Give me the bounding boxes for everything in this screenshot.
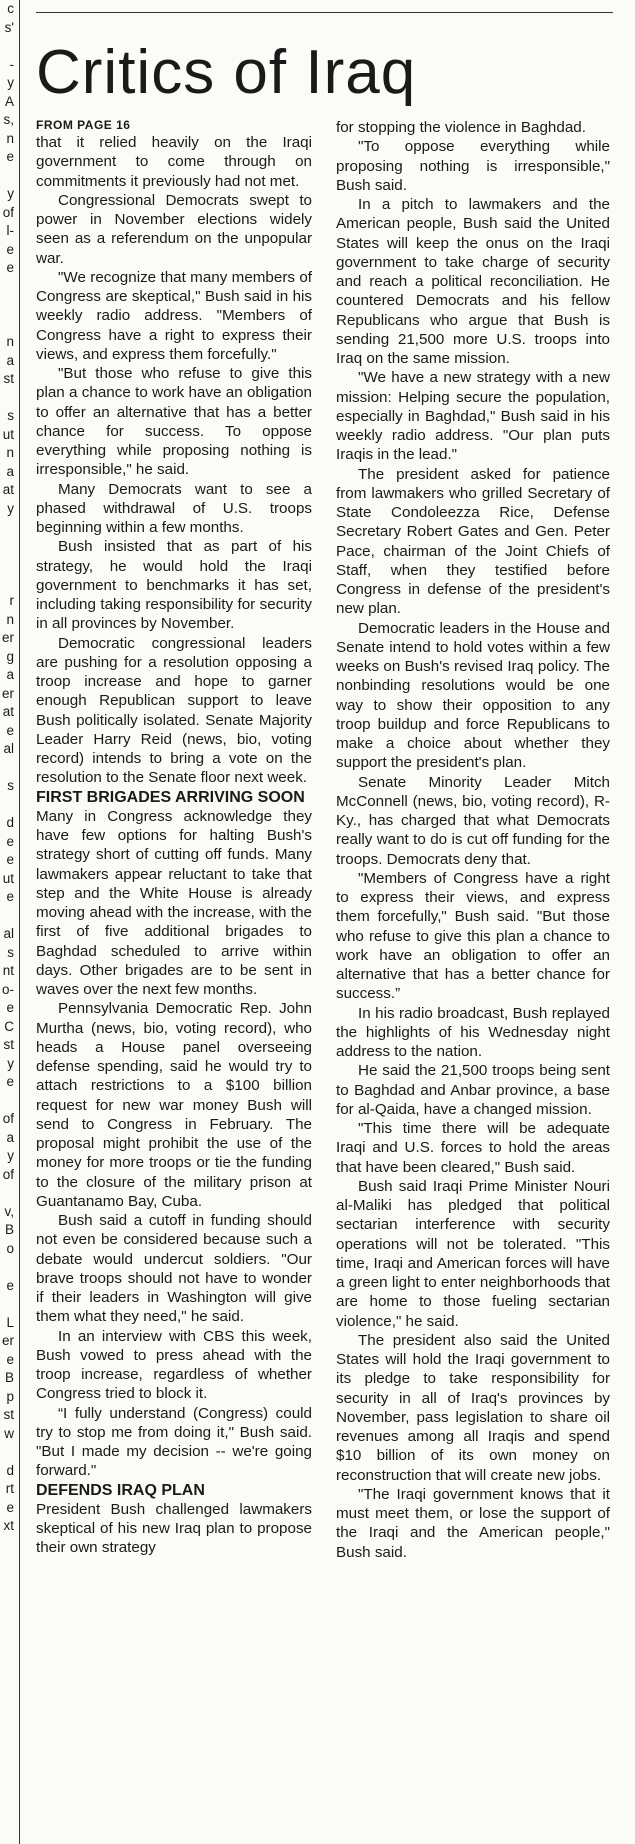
fragment-line [0,1092,14,1111]
fragment-line: l- [6,223,14,238]
paragraph: He said the 21,500 troops being sent to Baghdad and Anbar province, a base for al-Qaida, have a changed mission. [336,1062,610,1118]
fragment-line [0,1258,14,1277]
paragraph: Pennsylvania Democratic Rep. John Murtha (news, bio, voting record), who heads a House panel overseeing defense spending, said he would try to attach restrictions to a $100 billion request for new war money Bush will send to Congress in February. The proposal might prohibit the use of the money for more troops or tie the funding to the closure of the military prison at Guantanamo Bay, Cuba. [36,1000,312,1210]
fragment-line: w [4,1425,14,1441]
fragment-line: s' [4,19,14,35]
fragment-line: y [7,1055,14,1071]
paragraph: President Bush challenged lawmakers skeptical of his new Iraq plan to propose their own strategy [36,1500,312,1557]
paragraph: The president also said the United States will hold the Iraqi government to its pledge to take responsibility for security in all of Iraq's provinces by November, pass legislation to share oil revenues among all Iraqis and spend $10 billion of its own money on reconstruction that will create new jobs. [336,1331,610,1484]
fragment-line: y [7,500,14,516]
fragment-line: e [6,1351,14,1367]
fragment-line: n [6,611,14,627]
fragment-line: st [3,371,14,386]
fragment-line [0,1295,14,1314]
fragment-line [0,167,14,186]
fragment-line [0,759,14,778]
fragment-line [0,315,14,334]
fragment-line: d [6,1462,14,1478]
fragment-line: a [6,463,14,479]
fragment-line: s [7,944,14,960]
fragment-line [0,1184,14,1203]
fragment-line [0,518,14,537]
fragment-line [0,389,14,408]
fragment-line: C [4,1018,14,1034]
fragment-line: - [9,56,14,72]
fragment-line: e [6,1499,14,1515]
fragment-line: o- [1,981,14,997]
fragment-line: a [6,352,14,368]
fragment-line: st [3,1037,14,1052]
fragment-line [0,907,14,926]
jump-line: FROM PAGE 16 [36,118,131,132]
fragment-line: at [2,704,14,719]
paragraph: The president asked for patience from lawmakers who grilled Secretary of State Condoleezza Rice, Defense Secretary Robert Gates and Gen. Peter Pace, chairman of the Joint Chiefs of Staff, when they testified before Congress in defense of the president's new plan. [336,465,610,618]
paragraph: Democratic congressional leaders are pushing for a resolution opposing a troop increase and hope to garner enough Republican support to leave Bush politically isolated. Senate Majority Leader Harry Reid (news, bio, voting record) intends to bring a vote on the resolution to the Senate floor next week. [36,634,312,787]
paragraph: "But those who refuse to give this plan a chance to work have an obligation to offer an alternative that has a better chance for success. To oppose everything while proposing nothing is irresponsible," he said. [36,365,312,479]
fragment-line: e [6,149,14,164]
fragment-line: p [6,1388,14,1404]
paragraph: In his radio broadcast, Bush replayed the highlights of his Wednesday night address to the nation. [336,1004,610,1060]
fragment-line: e [6,1277,14,1293]
fragment-line: ut [2,426,14,442]
paragraph: Many in Congress acknowledge they have few options for halting Bush's strategy short of cutting off funds. Many lawmakers appear reluctant to take that step and the White House is already moving ahead with the increase, with the first of five additional brigades to Baghdad scheduled to arrive within days. Other brigades are to be sent in waves over the next few months. [36,807,312,998]
fragment-line: B [4,1370,14,1385]
paragraph: "The Iraqi government knows that it must meet them, or lose the support of the Iraqi and the American people," Bush said. [336,1485,610,1561]
fragment-line: nt [2,963,14,978]
paragraph: “I fully understand (Congress) could try to stop me from doing it," Bush said. "But I made my decision -- we're going forward." [36,1404,312,1480]
fragment-line: n [6,445,14,460]
fragment-line: e [6,889,14,904]
paragraph: Senate Minority Leader Mitch McConnell (news, bio, voting record), R-Ky., has charged that what Democrats really want to do is cut off funding for the troops. Democrats deny that. [336,773,610,868]
fragment-line: e [6,241,14,257]
fragment-line: n [6,130,14,146]
paragraph: "We recognize that many members of Congress are skeptical," Bush said in his weekly radio address. "Members of Congress have a right to express their views, and express them forcefully." [36,268,312,363]
fragment-line: g [6,648,14,664]
fragment-line: B [4,1222,14,1237]
adjacent-column-fragment [0,0,14,1844]
fragment-line: c [7,1,14,16]
paragraph: that it relied heavily on the Iraqi government to come through on commitments it previously had not met. [36,134,312,190]
fragment-line: er [1,1333,14,1348]
fragment-line: L [6,1314,14,1330]
fragment-line: of [2,204,14,220]
fragment-line [0,537,14,556]
paragraph: for stopping the violence in Baghdad. [336,119,586,136]
fragment-line: o [6,1240,14,1256]
fragment-line: s [7,778,14,793]
fragment-line: at [2,482,14,497]
headline: Critics of Iraq [36,38,417,107]
fragment-line: e [6,833,14,849]
fragment-line: s [7,408,14,423]
article-column-2 [336,118,610,1562]
fragment-line [0,37,14,56]
fragment-line: n [6,334,14,349]
fragment-line: y [7,186,14,201]
fragment-line: st [3,1407,14,1422]
paragraph: Democratic leaders in the House and Senate intend to hold votes within a few weeks on Bush's revised Iraq policy. The nonbinding resolutions would be one way to show their opposition to any troop buildup and force Republicans to make a choice about whether they support the president's plan. [336,619,610,772]
fragment-line [0,796,14,815]
fragment-line: of [2,1111,14,1126]
fragment-line: e [6,722,14,738]
fragment-line: er [1,685,14,701]
paragraph: Bush insisted that as part of his strategy, he would hold the Iraqi government to benchmarks it has set, including taking responsibility for security in all provinces by November. [36,538,312,633]
fragment-line: e [6,852,14,867]
fragment-line: al [3,926,14,941]
fragment-line: y [7,1148,14,1163]
fragment-line [0,574,14,593]
fragment-line: e [6,260,14,275]
fragment-line: ut [2,870,14,886]
paragraph: "Members of Congress have a right to express their views, and express them forcefully," Bush said. "But those who refuse to give this plan a chance to work have an obligation to offer an alternative that has a better chance for success.” [336,869,610,1003]
fragment-line [0,1443,14,1462]
subhead-defends-iraq-plan: DEFENDS IRAQ PLAN [36,1481,205,1499]
paragraph: "To oppose everything while proposing nothing is irresponsible," Bush said. [336,138,610,194]
paragraph: Congressional Democrats swept to power in November elections widely seen as a referendum on the unpopular war. [36,191,312,267]
fragment-line: of [2,1166,14,1182]
fragment-line: A [4,93,14,109]
fragment-line: v, [4,1203,14,1219]
paragraph: "This time there will be adequate Iraqi and U.S. forces to hold the areas that have been cleared," Bush said. [336,1120,610,1176]
subhead-first-brigades: FIRST BRIGADES ARRIVING SOON [36,788,305,806]
fragment-line: al [3,741,14,756]
paragraph: In a pitch to lawmakers and the American people, Bush said the United States will keep the onus on the Iraqi government to take charge of security and reach a political reconciliation. He countered Democrats and his fellow Republicans who argue that Bush is sending 21,500 more U.S. troops into Iraq on the same mission. [336,196,610,367]
fragment-line: er [1,630,14,645]
top-rule [36,12,613,13]
fragment-line: e [6,1000,14,1015]
fragment-line: s, [3,112,14,127]
fragment-line: xt [3,1518,14,1533]
fragment-line: a [6,1129,14,1145]
fragment-line: d [6,815,14,830]
fragment-line: r [9,593,14,608]
paragraph: In an interview with CBS this week, Bush vowed to press ahead with the troop increase, regardless of whether Congress tried to block it. [36,1327,312,1403]
fragment-line [0,296,14,315]
column-divider-rule [19,0,20,1844]
fragment-line: y [7,75,14,90]
fragment-line: a [6,667,14,682]
paragraph: Bush said Iraqi Prime Minister Nouri al-Maliki has pledged that political sectarian interference with security operations will not be tolerated. "This time, Iraqi and American forces will have a green light to enter neighborhoods that are home to those fueling sectarian violence," he said. [336,1177,610,1330]
article-column-1 [36,118,312,1558]
paragraph: "We have a new strategy with a new mission: Helping secure the population, especially in Baghdad," Bush said in his weekly radio address. "Our plan puts Iraqis in the lead." [336,369,610,464]
paragraph: Many Democrats want to see a phased withdrawal of U.S. troops beginning within a few months. [36,480,312,536]
fragment-line: rt [5,1481,14,1496]
fragment-line [0,278,14,297]
paragraph: Bush said a cutoff in funding should not even be considered because such a debate would undercut soldiers. "Our brave troops should not have to wonder if their leaders in Washington will give them what they need," he said. [36,1212,312,1326]
fragment-line: e [6,1074,14,1089]
fragment-line [0,555,14,574]
